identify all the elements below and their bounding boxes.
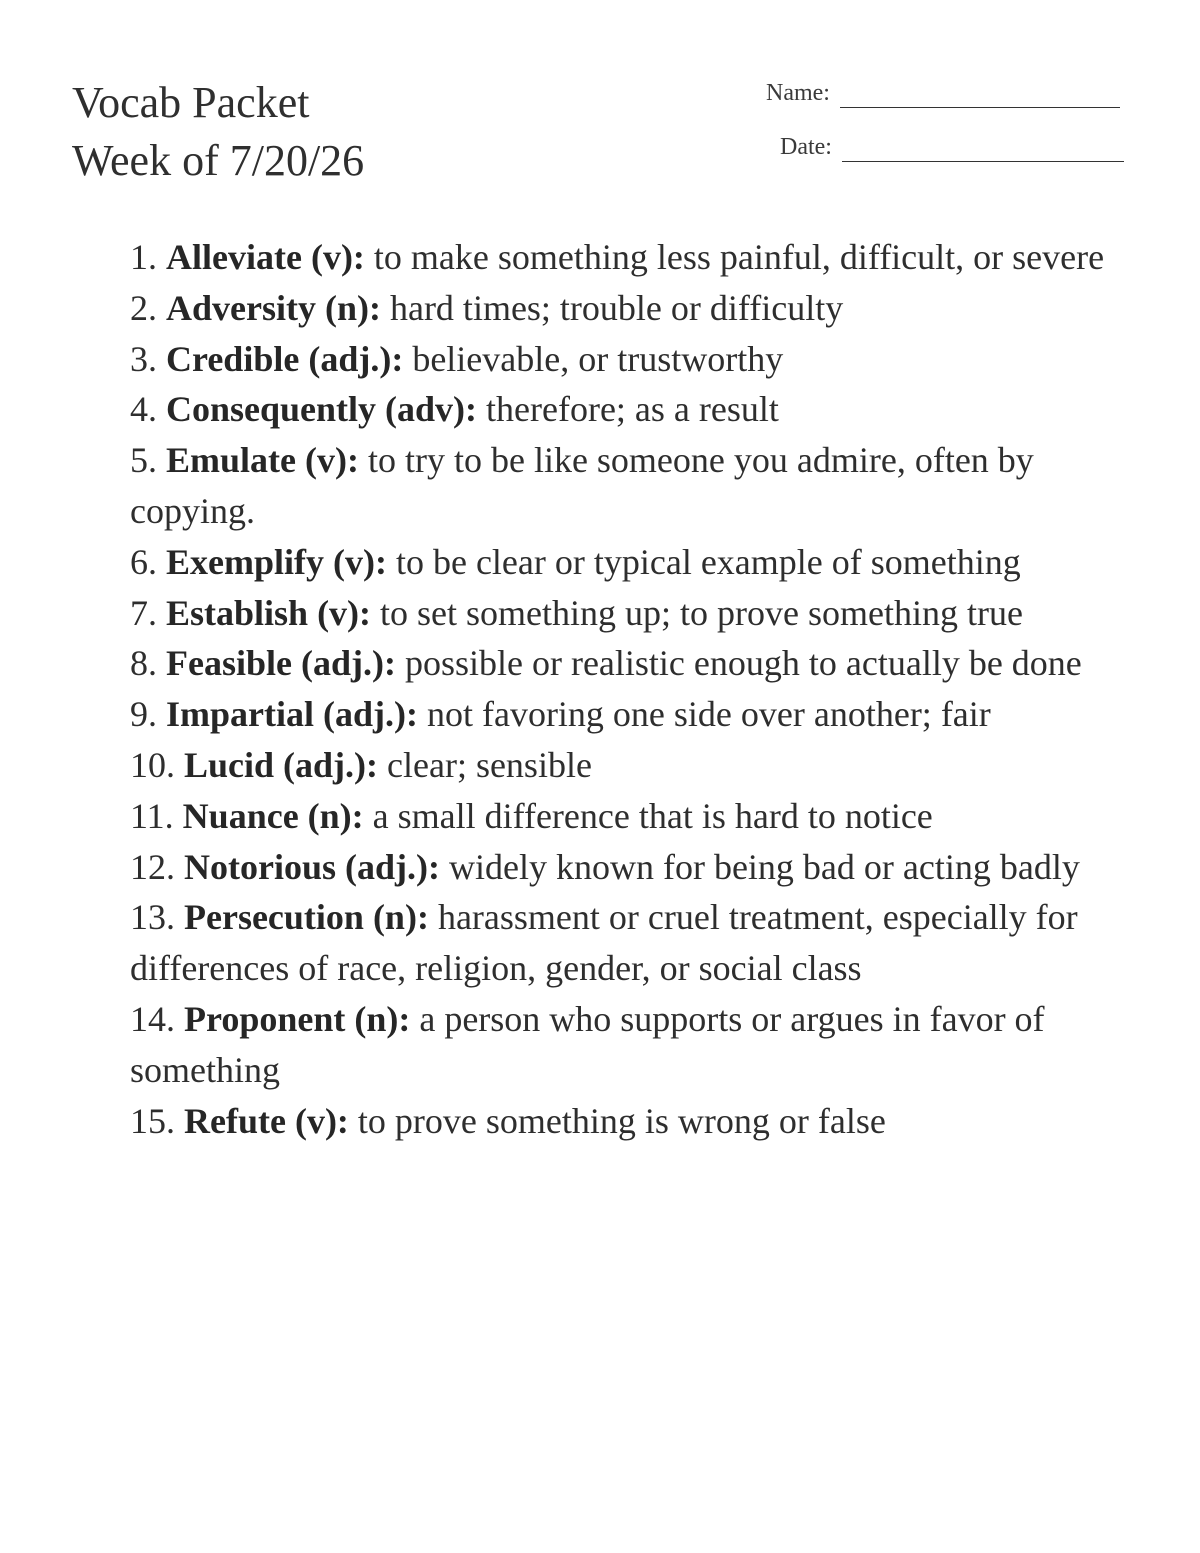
- vocab-term: Notorious (adj.):: [184, 846, 440, 887]
- vocab-term: Credible (adj.):: [166, 338, 404, 379]
- vocab-item: [130, 842, 1140, 893]
- name-label: Name:: [766, 80, 830, 106]
- vocab-number: 15.: [130, 1100, 175, 1141]
- vocab-item: [130, 283, 1140, 334]
- vocab-number: 7.: [130, 592, 157, 633]
- vocab-definition: to make something less painful, difficult, or severe: [373, 237, 1105, 277]
- title-line-1: Vocab Packet: [72, 78, 310, 127]
- vocab-item: [130, 588, 1140, 639]
- vocab-item: [130, 435, 1140, 537]
- vocab-definition: not favoring one side over another; fair: [426, 694, 991, 735]
- vocab-number: 2.: [130, 287, 157, 328]
- vocab-number: 12.: [130, 846, 175, 887]
- vocab-definition: harassment or cruel treatment, especially for differences of race, religion, gender, or social class: [130, 897, 1078, 989]
- vocab-term: Nuance (n):: [182, 795, 364, 836]
- name-field: [766, 78, 1120, 108]
- vocab-term: Lucid (adj.):: [184, 744, 379, 785]
- vocab-term: Feasible (adj.):: [166, 643, 396, 684]
- vocab-number: 6.: [130, 541, 157, 582]
- vocab-term: Persecution (n):: [184, 897, 429, 938]
- vocab-number: 10.: [130, 744, 175, 785]
- vocab-item: [130, 638, 1140, 689]
- vocab-number: 13.: [130, 897, 175, 938]
- vocab-item: [130, 537, 1140, 588]
- vocab-term: Consequently (adv):: [166, 389, 478, 430]
- vocab-item: [130, 689, 1140, 740]
- vocab-item: [130, 740, 1140, 791]
- vocab-term: Adversity (n):: [166, 287, 381, 328]
- date-blank-line[interactable]: [842, 161, 1124, 162]
- vocab-number: 5.: [130, 440, 157, 481]
- vocab-item: [130, 892, 1140, 994]
- vocab-number: 8.: [130, 643, 157, 684]
- vocab-definition: to be clear or typical example of something: [395, 541, 1021, 582]
- vocab-item: [130, 232, 1140, 283]
- vocab-number: 1.: [130, 237, 157, 277]
- vocab-item: [130, 334, 1140, 385]
- date-field: [780, 132, 1124, 162]
- date-label: Date:: [780, 134, 832, 160]
- vocab-definition: a small difference that is hard to notice: [372, 795, 933, 836]
- vocab-number: 3.: [130, 338, 157, 379]
- vocab-item: [130, 1096, 1140, 1147]
- vocab-definition: hard times; trouble or difficulty: [389, 287, 844, 328]
- vocab-definition: possible or realistic enough to actually be done: [404, 643, 1082, 684]
- vocab-number: 11.: [130, 795, 174, 836]
- page-title: [72, 74, 364, 190]
- vocab-definition: clear; sensible: [387, 744, 592, 785]
- name-blank-line[interactable]: [840, 107, 1120, 108]
- vocab-definition: to prove something is wrong or false: [357, 1100, 886, 1141]
- vocab-term: Establish (v):: [166, 592, 372, 633]
- vocab-definition: a person who supports or argues in favor of something: [130, 998, 1045, 1090]
- vocab-list: [130, 232, 1140, 1146]
- vocab-number: 9.: [130, 694, 157, 735]
- vocab-definition: widely known for being bad or acting badly: [448, 846, 1080, 887]
- vocab-term: Emulate (v):: [166, 440, 359, 481]
- vocab-item: [130, 384, 1140, 435]
- vocab-number: 4.: [130, 389, 157, 430]
- vocab-term: Exemplify (v):: [166, 541, 387, 582]
- vocab-item: [130, 994, 1140, 1096]
- vocab-number: 14.: [130, 998, 175, 1039]
- vocab-item: [130, 791, 1140, 842]
- vocab-definition: to set something up; to prove something true: [380, 592, 1023, 633]
- vocab-term: Alleviate (v):: [166, 237, 365, 277]
- vocab-term: Refute (v):: [184, 1100, 349, 1141]
- vocab-term: Proponent (n):: [184, 998, 411, 1039]
- vocab-definition: therefore; as a result: [486, 389, 779, 430]
- vocab-definition: believable, or trustworthy: [412, 338, 784, 379]
- vocab-definition: to try to be like someone you admire, often by copying.: [130, 440, 1034, 531]
- vocab-term: Impartial (adj.):: [166, 694, 418, 735]
- title-line-2: Week of 7/20/26: [72, 136, 365, 185]
